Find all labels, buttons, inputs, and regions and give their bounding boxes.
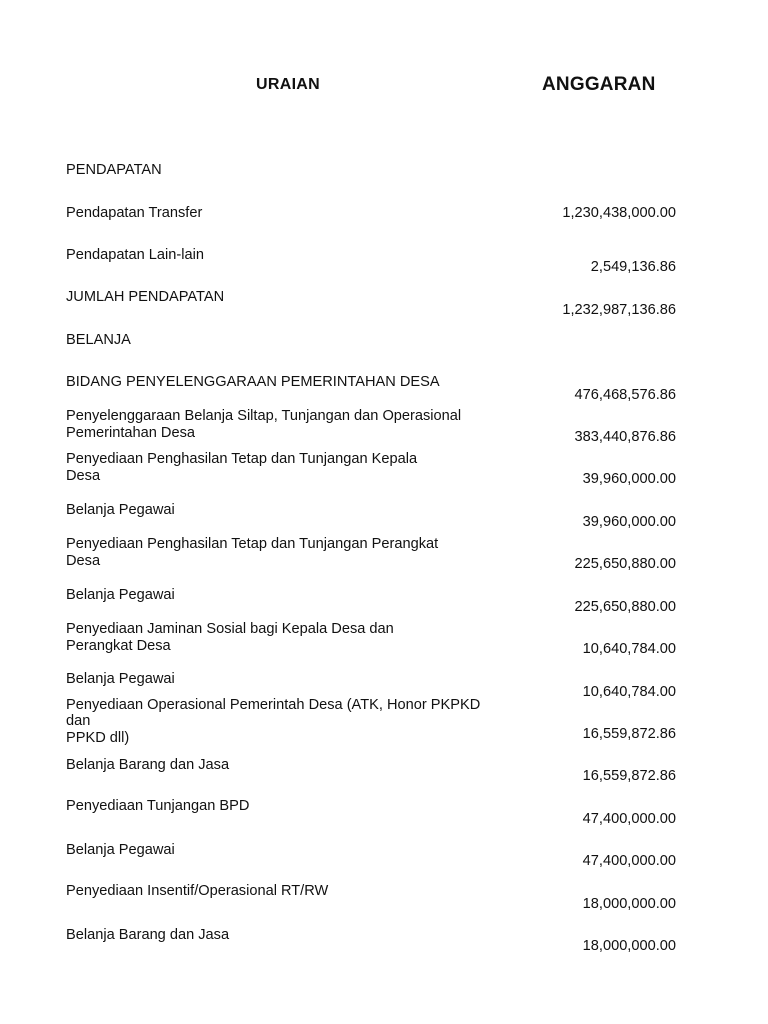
row-value: 1,232,987,136.86: [562, 302, 676, 318]
row-label: Pendapatan Lain-lain: [66, 247, 204, 263]
row-value: 383,440,876.86: [574, 429, 676, 445]
row-label: Penyediaan Penghasilan Tetap dan Tunjangan Kepala Desa: [66, 451, 418, 484]
row-label: Belanja Pegawai: [66, 671, 175, 687]
row-value: 10,640,784.00: [582, 684, 676, 700]
row-label: Penyediaan Penghasilan Tetap dan Tunjangan Perangkat Desa: [66, 536, 439, 569]
row-value: 2,549,136.86: [590, 259, 676, 275]
row-label: Penyediaan Tunjangan BPD: [66, 798, 250, 814]
row-value: 18,000,000.00: [582, 938, 676, 954]
row-label: Belanja Pegawai: [66, 842, 175, 858]
row-value: 10,640,784.00: [582, 641, 676, 657]
column-header-uraian: URAIAN: [256, 76, 321, 93]
row-value: 47,400,000.00: [582, 853, 676, 869]
row-value: 225,650,880.00: [574, 556, 676, 572]
row-label: Penyediaan Insentif/Operasional RT/RW: [66, 883, 329, 899]
row-value: 225,650,880.00: [574, 599, 676, 615]
row-value: 39,960,000.00: [582, 514, 676, 530]
row-value: 47,400,000.00: [582, 811, 676, 827]
row-label: Penyediaan Operasional Pemerintah Desa (ATK, Honor PKPKD dan PPKD dll): [66, 697, 481, 746]
row-label: Belanja Barang dan Jasa: [66, 757, 230, 773]
row-value: 39,960,000.00: [582, 471, 676, 487]
row-label: Penyelenggaraan Belanja Siltap, Tunjangan dan Operasional Pemerintahan Desa: [66, 408, 462, 441]
row-value: 1,230,438,000.00: [562, 205, 676, 221]
row-label: Belanja Pegawai: [66, 502, 175, 518]
row-label: Belanja Barang dan Jasa: [66, 927, 230, 943]
row-label: BIDANG PENYELENGGARAAN PEMERINTAHAN DESA: [66, 374, 440, 390]
row-value: 16,559,872.86: [582, 768, 676, 784]
row-label: BELANJA: [66, 332, 131, 348]
row-value: 16,559,872.86: [582, 726, 676, 742]
row-label: JUMLAH PENDAPATAN: [66, 289, 225, 305]
column-header-anggaran: ANGGARAN: [542, 74, 656, 95]
row-label: PENDAPATAN: [66, 162, 162, 178]
row-label: Belanja Pegawai: [66, 587, 175, 603]
row-value: 476,468,576.86: [574, 387, 676, 403]
row-label: Penyediaan Jaminan Sosial bagi Kepala Desa dan Perangkat Desa: [66, 621, 394, 654]
row-label: Pendapatan Transfer: [66, 205, 203, 221]
row-value: 18,000,000.00: [582, 896, 676, 912]
